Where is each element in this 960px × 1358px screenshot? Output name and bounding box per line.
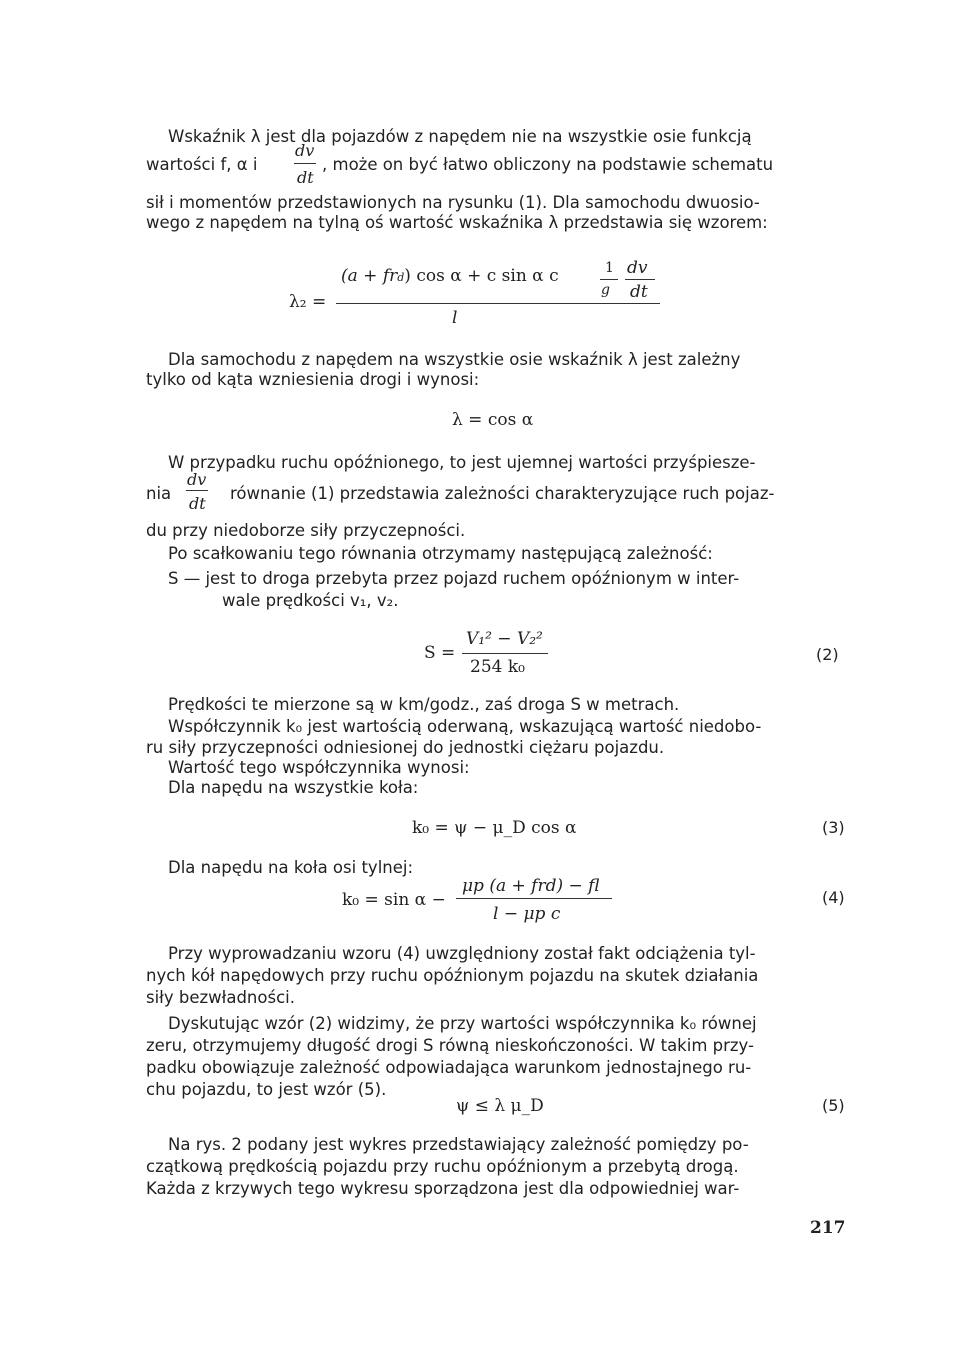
frac-numerator: dv: [295, 141, 315, 160]
text-line: W przypadku ruchu opóźnionego, to jest ujemnej wartości przyśpiesze-: [168, 453, 756, 472]
text-line: Dla samochodu z napędem na wszystkie osie wskaźnik λ jest zależny: [168, 350, 741, 369]
fraction-bar: [456, 898, 612, 899]
formula-g: g: [601, 282, 610, 298]
frac-denominator: dt: [297, 168, 314, 187]
text-line: Przy wyprowadzaniu wzoru (4) uwzględniony został fakt odciążenia tyl-: [168, 944, 756, 963]
fraction-bar: [625, 279, 655, 280]
formula-numerator: V₁² − V₂²: [466, 629, 543, 649]
text-line: Po scałkowaniu tego równania otrzymamy następującą zależność:: [168, 544, 713, 563]
formula-denominator: l − μp c: [493, 904, 561, 924]
text-line: wartości f, α i: [146, 155, 258, 174]
text-line: Dla napędu na wszystkie koła:: [168, 778, 419, 797]
text-line: siły bezwładności.: [146, 988, 295, 1007]
fraction-bar: [186, 490, 208, 491]
text-line: Dyskutując wzór (2) widzimy, że przy wartości współczynnika k₀ równej: [168, 1014, 757, 1033]
text-line: sił i momentów przedstawionych na rysunku (1). Dla samochodu dwuosio-: [146, 193, 760, 212]
fraction-bar: [462, 653, 548, 654]
frac-numerator: dv: [187, 470, 207, 489]
text-line: czątkową prędkością pojazdu przy ruchu opóźnionym a przebytą drogą.: [146, 1157, 739, 1176]
frac-denominator: dt: [630, 282, 648, 302]
text-line: Dla napędu na koła osi tylnej:: [168, 858, 414, 877]
formula-denominator: 254 k₀: [470, 657, 525, 677]
text-line: wale prędkości v₁, v₂.: [222, 591, 399, 610]
text-line: chu pojazdu, to jest wzór (5).: [146, 1080, 387, 1099]
formula-lhs: λ₂ =: [289, 292, 327, 312]
text-line: du przy niedoborze siły przyczepności.: [146, 521, 466, 540]
formula-numerator: μp (a + frd) − fl: [462, 876, 600, 896]
equation-number: (4): [822, 888, 845, 907]
equation-number: (2): [816, 645, 839, 664]
formula-psi: ψ ≤ λ μ_D: [456, 1096, 544, 1116]
frac-denominator: dt: [189, 494, 206, 513]
formula-one: 1: [605, 260, 614, 276]
text-line: wego z napędem na tylną oś wartość wskaźnika λ przedstawia się wzorem:: [146, 213, 768, 232]
text-line: nia: [146, 484, 172, 503]
equation-number: (5): [822, 1096, 845, 1115]
text-line: Wskaźnik λ jest dla pojazdów z napędem nie na wszystkie osie funkcją: [168, 127, 752, 146]
fraction-bar: [336, 303, 660, 304]
text-line: równanie (1) przedstawia zależności charakteryzujące ruch pojaz-: [230, 484, 775, 503]
text-line: zeru, otrzymujemy długość drogi S równą nieskończoności. W takim przy-: [146, 1036, 754, 1055]
page-number: 217: [810, 1218, 846, 1238]
formula-lhs: S =: [424, 643, 456, 663]
formula-k0: k₀ = ψ − μ_D cos α: [412, 818, 577, 838]
formula-lhs: k₀ = sin α −: [342, 890, 446, 910]
text-line: Na rys. 2 podany jest wykres przedstawiający zależność pomiędzy po-: [168, 1135, 749, 1154]
text-line: Współczynnik k₀ jest wartością oderwaną, wskazującą wartość niedobo-: [168, 717, 762, 736]
text-line: Prędkości te mierzone są w km/godz., zaś droga S w metrach.: [168, 695, 680, 714]
text-line: nych kół napędowych przy ruchu opóźnionym pojazdu na skutek działania: [146, 966, 759, 985]
text-line: padku obowiązuje zależność odpowiadająca warunkom jednostajnego ru-: [146, 1058, 752, 1077]
fraction-bar: [294, 163, 316, 164]
text-line: Wartość tego współczynnika wynosi:: [168, 758, 470, 777]
text-line: Każda z krzywych tego wykresu sporządzona jest dla odpowiedniej war-: [146, 1179, 740, 1198]
text-line: tylko od kąta wzniesienia drogi i wynosi:: [146, 370, 480, 389]
text-line: S — jest to droga przebyta przez pojazd ruchem opóźnionym w inter-: [168, 569, 740, 588]
equation-number: (3): [822, 818, 845, 837]
formula-lambda: λ = cos α: [452, 410, 534, 430]
text-line: ru siły przyczepności odniesionej do jednostki ciężaru pojazdu.: [146, 738, 665, 757]
frac-numerator: dv: [627, 258, 648, 278]
text-line: , może on być łatwo obliczony na podstawie schematu: [322, 155, 774, 174]
formula-numerator: (a + frd) cos α + c sin α c: [341, 266, 559, 286]
formula-denominator: l: [452, 308, 458, 328]
